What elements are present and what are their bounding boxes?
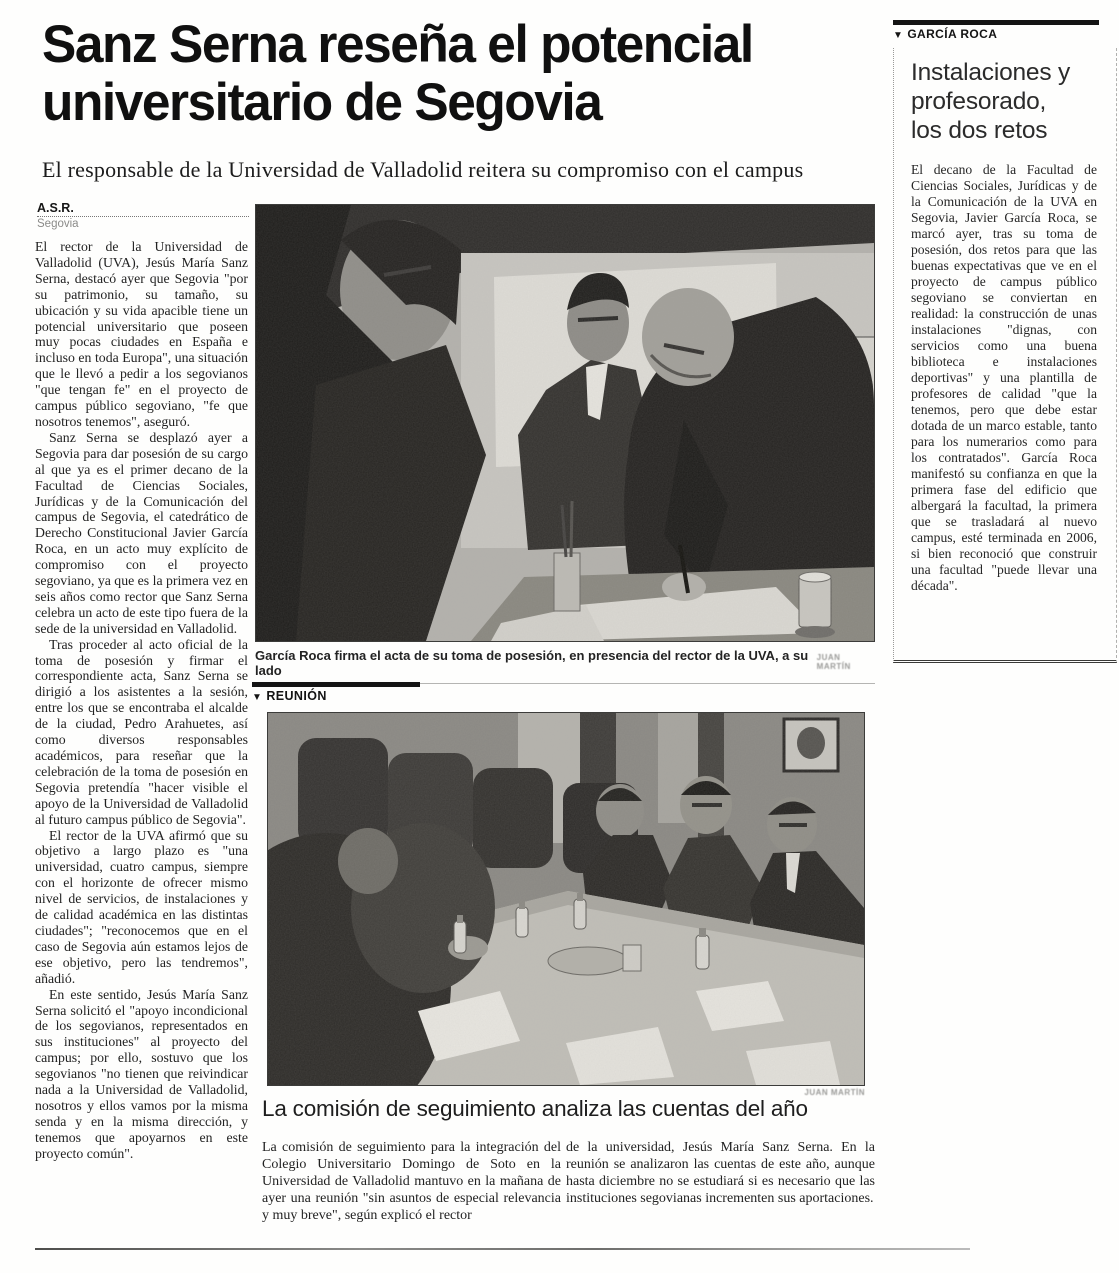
signing-photo (255, 204, 875, 642)
sidebar-box (893, 48, 1117, 663)
byline-author: A.S.R. (37, 201, 249, 217)
meeting-photo (267, 712, 865, 1086)
article-paragraph: El rector de la Universidad de Valladolid (UVA), Jesús María Sanz Serna, destacó ayer que Segovia "por su patrimonio, su tamaño, su ubicación y su vida apacible tiene un potencial universitario que poseen muy pocas ciudades en España e incluso en toda Europa", una situación que le llevó a pedir a los segovianos "que tengan fe" en el proyecto de campus público segoviano, "fe que nosotros tenemos", aseguró. (35, 239, 248, 429)
photo-caption-row (255, 648, 875, 678)
sidebar-title-line: profesorado, (911, 88, 1047, 115)
bottom-rule (35, 1248, 970, 1250)
article-body (35, 239, 248, 1265)
article-paragraph: En este sentido, Jesús María Sanz Serna solicitó el "apoyo incondicional de los segovianos, representados en sus instituciones" al proyecto del campus; por ello, sostuvo que los segovianos "no tienen que reivindicar nada a la Universidad de Valladolid, nosotros y ellos vamos por la misma senda y en la misma dirección, y tenemos que apoyarnos en este proyecto común". (35, 986, 248, 1161)
section-marker-icon: ▼ (252, 692, 263, 703)
byline-location: Segovia (37, 218, 79, 230)
signing-photo-illustration (256, 205, 874, 641)
kicker-bar (893, 20, 1099, 25)
section-kicker (252, 689, 875, 703)
headline-line-1: Sanz Serna reseña el potencial (42, 15, 753, 74)
byline (37, 201, 249, 230)
page-title (42, 16, 862, 132)
article-paragraph: El rector de la UVA afirmó que su objetivo a largo plazo es "una universidad, cuatro campus, siempre con el horizonte de ofrecer mismo nivel de servicios, de instalaciones y de calidad académica en las distintas ciudades"; "reconocemos que en el caso de Segovia aún estamos lejos de ese objetivo, pero las tendremos", añadió. (35, 827, 248, 986)
subhead: El responsable de la Universidad de Valladolid reitera su compromiso con el campus (42, 157, 804, 182)
section-title: La comisión de seguimiento analiza las cuentas del año (262, 1096, 808, 1121)
section-column-1: La comisión de seguimiento para la integración del Colegio Universitario Domingo de Soto en la Universidad de Valladolid mantuvo en la mañana de ayer una reunión "sin asuntos de especial relevancia y muy breve", según explicó el rector (262, 1140, 561, 1223)
sidebar-kicker-label: GARCÍA ROCA (907, 27, 998, 41)
sidebar-title-line: Instalaciones y (911, 59, 1071, 86)
article-paragraph: Tras proceder al acto oficial de la toma de posesión y firmar el correspondiente acta, Sanz Serna se dirigió a los asistentes a la sesión, entre los que se encontraba el alcalde de la ciudad, Pedro Arahuetes, así como diversos responsables académicos, para reseñar que la celebración de la toma de posesión en Segovia pretendía "hacer visible el apoyo de la Universidad de Valladolid al futuro campus público de Segovia". (35, 636, 248, 827)
headline-line-2: universitario de Segovia (42, 73, 602, 132)
sidebar-title (911, 58, 1108, 145)
section-kicker-label: REUNIÓN (266, 689, 327, 703)
article-paragraph: Sanz Serna se desplazó ayer a Segovia para dar posesión de su cargo al que ya es el primer decano de la Facultad de Ciencias Sociales, Jurídicas y de la Comunicación del campus de Segovia, el catedrático de Derecho Constitucional Javier García Roca, en un acto muy explícito de compromiso con el proyecto segoviano, ya que es la primera vez en seis años como rector que Sanz Serna celebra un acto de este tipo fuera de la sede de la universidad en Valladolid. (35, 429, 248, 636)
photo-credit: JUAN MARTÍN (816, 653, 851, 671)
section-column-2: de la universidad, Jesús María Sanz Serna. En la reunión se analizaron las cuentas de este año, aunque hasta diciembre no se estudiará si es necesario que las instituciones segovianas incrementen sus aportaciones. (566, 1140, 875, 1206)
section-marker-icon: ▼ (893, 30, 904, 41)
sidebar-kicker (893, 27, 1117, 41)
photo-caption: García Roca firma el acta de su toma de posesión, en presencia del rector de la UVA, a su lado (255, 648, 809, 678)
sidebar-body: El decano de la Facultad de Ciencias Sociales, Jurídicas y de la Comunicación de la UVA en Segovia, Javier García Roca, se marcó ayer, tras su toma de posesión, dos retos para que las buenas expectativas que ve en el proyecto de campus público segoviano se conviertan en realidad: la construcción de unas instalaciones "dignas, con servicios como una buena biblioteca e instalaciones deportivas" y una plantilla de profesores de calidad "que la tenemos, pero que debe estar dotada de un marco estable, tanto para los numerarios como para los contratados". García Roca manifestó su confianza en que la primera fase del edificio que albergará la facultad, la primera que se trasladará al nuevo campus, esté terminada en 2006, si bien reconoció que construir una facultad "puede llevar una década". (911, 162, 1097, 593)
reunion-section-header (252, 682, 875, 703)
meeting-photo-illustration (268, 713, 864, 1085)
sidebar-garcia-roca (893, 20, 1117, 663)
photo-credit: JUAN MARTÍN (804, 1088, 865, 1097)
kicker-bar (252, 682, 420, 687)
sidebar-title-line: los dos retos (911, 117, 1048, 144)
